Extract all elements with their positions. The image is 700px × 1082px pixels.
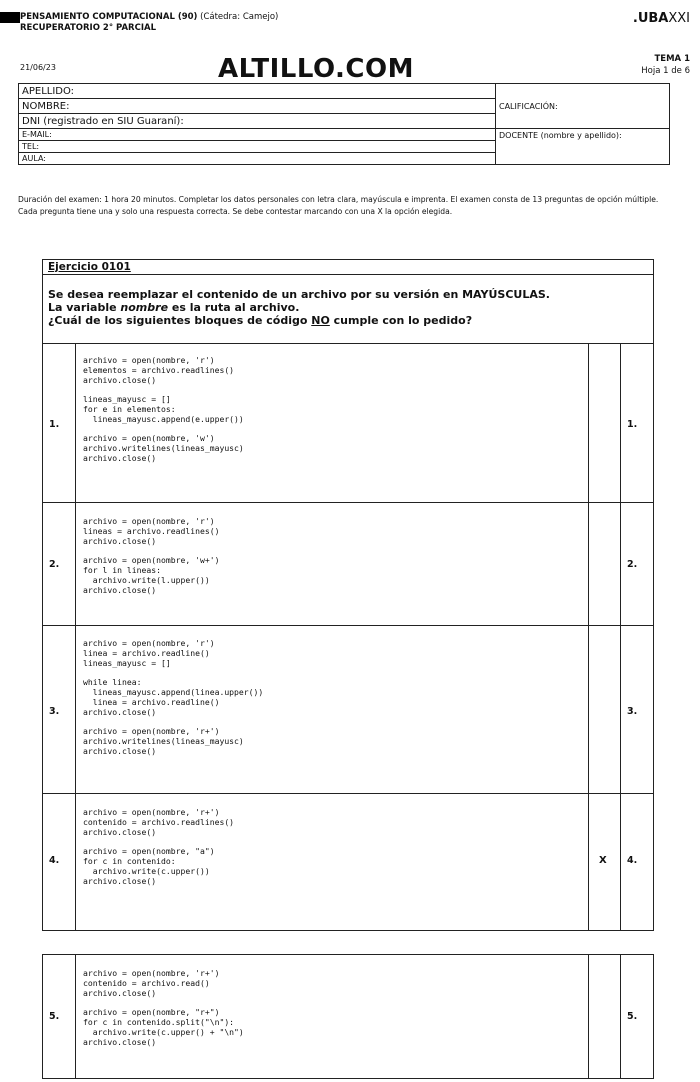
option-number-right: 4. <box>627 855 638 866</box>
option-row <box>43 625 653 794</box>
option-number-right: 5. <box>627 1011 638 1022</box>
exercise-prompt <box>42 273 654 344</box>
exam-name: RECUPERATORIO 2° PARCIAL <box>20 23 156 33</box>
option-row <box>43 955 653 1078</box>
course-header <box>20 12 278 34</box>
field-nombre[interactable]: NOMBRE: <box>19 99 496 114</box>
prompt-line-1: Se desea reemplazar el contenido de un archivo por su versión en MAYÚSCULAS. <box>48 288 550 301</box>
course-name: PENSAMIENTO COMPUTACIONAL (90) <box>20 12 198 22</box>
exam-instructions: Duración del examen: 1 hora 20 minutos. Completar los datos personales con letra clara, mayúscula e imprenta. El examen consta de 13 preguntas de opción múltiple. Cada pregunta tiene una y solo una respuesta correcta. Se debe contestar marcando con una X la opción elegida. <box>18 195 659 216</box>
field-email[interactable]: E-MAIL: <box>19 129 496 141</box>
prompt-line-3 <box>48 314 472 327</box>
field-calificacion[interactable]: CALIFICACIÓN: <box>496 84 670 129</box>
field-apellido[interactable]: APELLIDO: <box>19 84 496 99</box>
option-number: 4. <box>49 855 60 866</box>
exercise-title: Ejercicio 0101 <box>48 261 131 273</box>
option-number-right: 1. <box>627 419 638 430</box>
uba-logo <box>633 12 690 26</box>
catedra: (Cátedra: Camejo) <box>200 12 279 22</box>
altillo-logo: ALTILLO.COM <box>218 54 414 84</box>
exam-date: 21/06/23 <box>20 63 56 72</box>
prompt-line-2-pre: La variable <box>48 301 121 314</box>
option-row <box>43 793 653 931</box>
option-number-right: 2. <box>627 559 638 570</box>
option-code: archivo = open(nombre, 'r') lineas = archivo.readlines() archivo.close() archivo = open(nombre, 'w+') for l in lineas: archivo.write(l.upper()) archivo.close() <box>83 516 220 595</box>
field-tel[interactable]: TEL: <box>19 141 496 153</box>
uba-logo-bold: .UBA <box>632 11 669 26</box>
prompt-variable-name: nombre <box>120 301 169 314</box>
options-grid <box>42 343 654 931</box>
option-number: 1. <box>49 419 60 430</box>
answer-mark[interactable]: X <box>599 855 607 866</box>
option-code: archivo = open(nombre, 'r') elementos = archivo.readlines() archivo.close() lineas_mayusc = [] for e in elementos: lineas_mayusc.append(e.upper()) archivo = open(nombre, 'w') archivo.writelines(lineas_mayusc) archivo.close() <box>83 355 244 463</box>
hoja-label: Hoja 1 de 6 <box>641 66 690 76</box>
option-code: archivo = open(nombre, 'r+') contenido = archivo.read() archivo.close() archivo = open(nombre, "r+") for c in contenido.split("\n"): archivo.write(c.upper() + "\n") archivo.close() <box>83 968 244 1047</box>
option-number: 5. <box>49 1011 60 1022</box>
prompt-line-3-post: cumple con lo pedido? <box>329 314 473 327</box>
header-black-mark <box>0 12 20 23</box>
tema-info <box>641 53 690 77</box>
option-number-right: 3. <box>627 706 638 717</box>
option-code: archivo = open(nombre, 'r+') contenido = archivo.readlines() archivo.close() archivo = open(nombre, "a") for c in contenido: archivo.write(c.upper()) archivo.close() <box>83 807 235 886</box>
option-number: 3. <box>49 706 60 717</box>
option-number: 2. <box>49 559 60 570</box>
tema-label: TEMA 1 <box>654 54 690 64</box>
prompt-line-2 <box>48 301 299 314</box>
prompt-line-3-pre: ¿Cuál de los siguientes bloques de código <box>48 314 312 327</box>
option-row <box>43 344 653 502</box>
option-row <box>43 502 653 626</box>
prompt-no-emphasis: NO <box>311 314 330 327</box>
field-docente[interactable]: DOCENTE (nombre y apellido): <box>496 129 670 165</box>
student-data-form <box>18 83 670 165</box>
uba-logo-thin: XXI <box>668 11 690 26</box>
prompt-line-2-post: es la ruta al archivo. <box>168 301 300 314</box>
options-grid-continued <box>42 954 654 1079</box>
option-code: archivo = open(nombre, 'r') linea = archivo.readline() lineas_mayusc = [] while linea: lineas_mayusc.append(linea.upper()) linea = archivo.readline() archivo.close() archivo = open(nombre, 'r+') archivo.writelines(lineas_mayusc) archivo.close() <box>83 638 264 756</box>
field-dni[interactable]: DNI (registrado en SIU Guaraní): <box>19 114 496 129</box>
field-aula[interactable]: AULA: <box>19 153 496 165</box>
